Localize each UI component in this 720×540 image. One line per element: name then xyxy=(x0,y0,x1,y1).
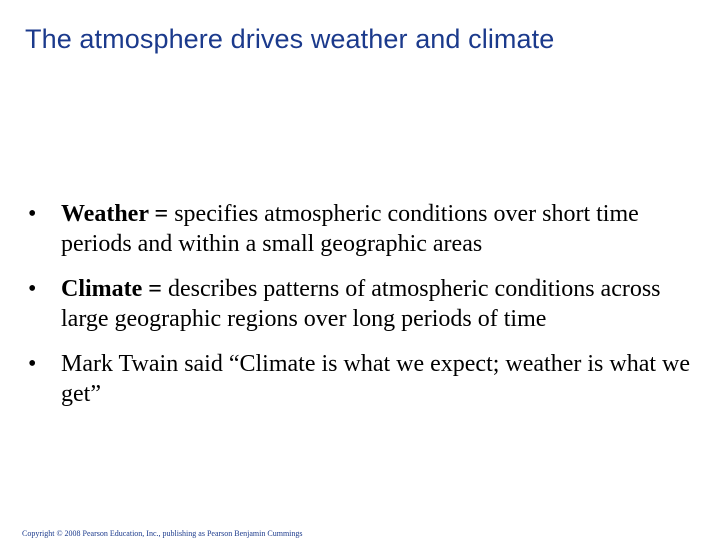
bullet-text xyxy=(61,351,690,407)
bullet-icon: • xyxy=(28,201,37,227)
bullet-definition: specifies atmospheric conditions over short time periods and within a small geographic areas xyxy=(61,201,639,257)
bullet-quote: Mark Twain said “Climate is what we expect; weather is what we get” xyxy=(61,351,691,407)
bullet-term: Weather = xyxy=(61,201,169,227)
copyright-footer: Copyright © 2008 Pearson Education, Inc., publishing as Pearson Benjamin Cummings xyxy=(22,529,303,538)
bullet-icon: • xyxy=(28,276,37,302)
bullet-list xyxy=(28,199,700,424)
bullet-item-quote xyxy=(28,349,700,409)
slide-title: The atmosphere drives weather and climate xyxy=(25,24,555,54)
bullet-icon: • xyxy=(28,351,37,377)
bullet-text xyxy=(61,276,661,332)
bullet-term: Climate = xyxy=(61,276,162,302)
bullet-definition: describes patterns of atmospheric conditions across large geographic regions over long periods of time xyxy=(61,276,661,332)
bullet-item-climate xyxy=(28,274,700,334)
bullet-text xyxy=(61,201,639,257)
bullet-item-weather xyxy=(28,199,700,259)
